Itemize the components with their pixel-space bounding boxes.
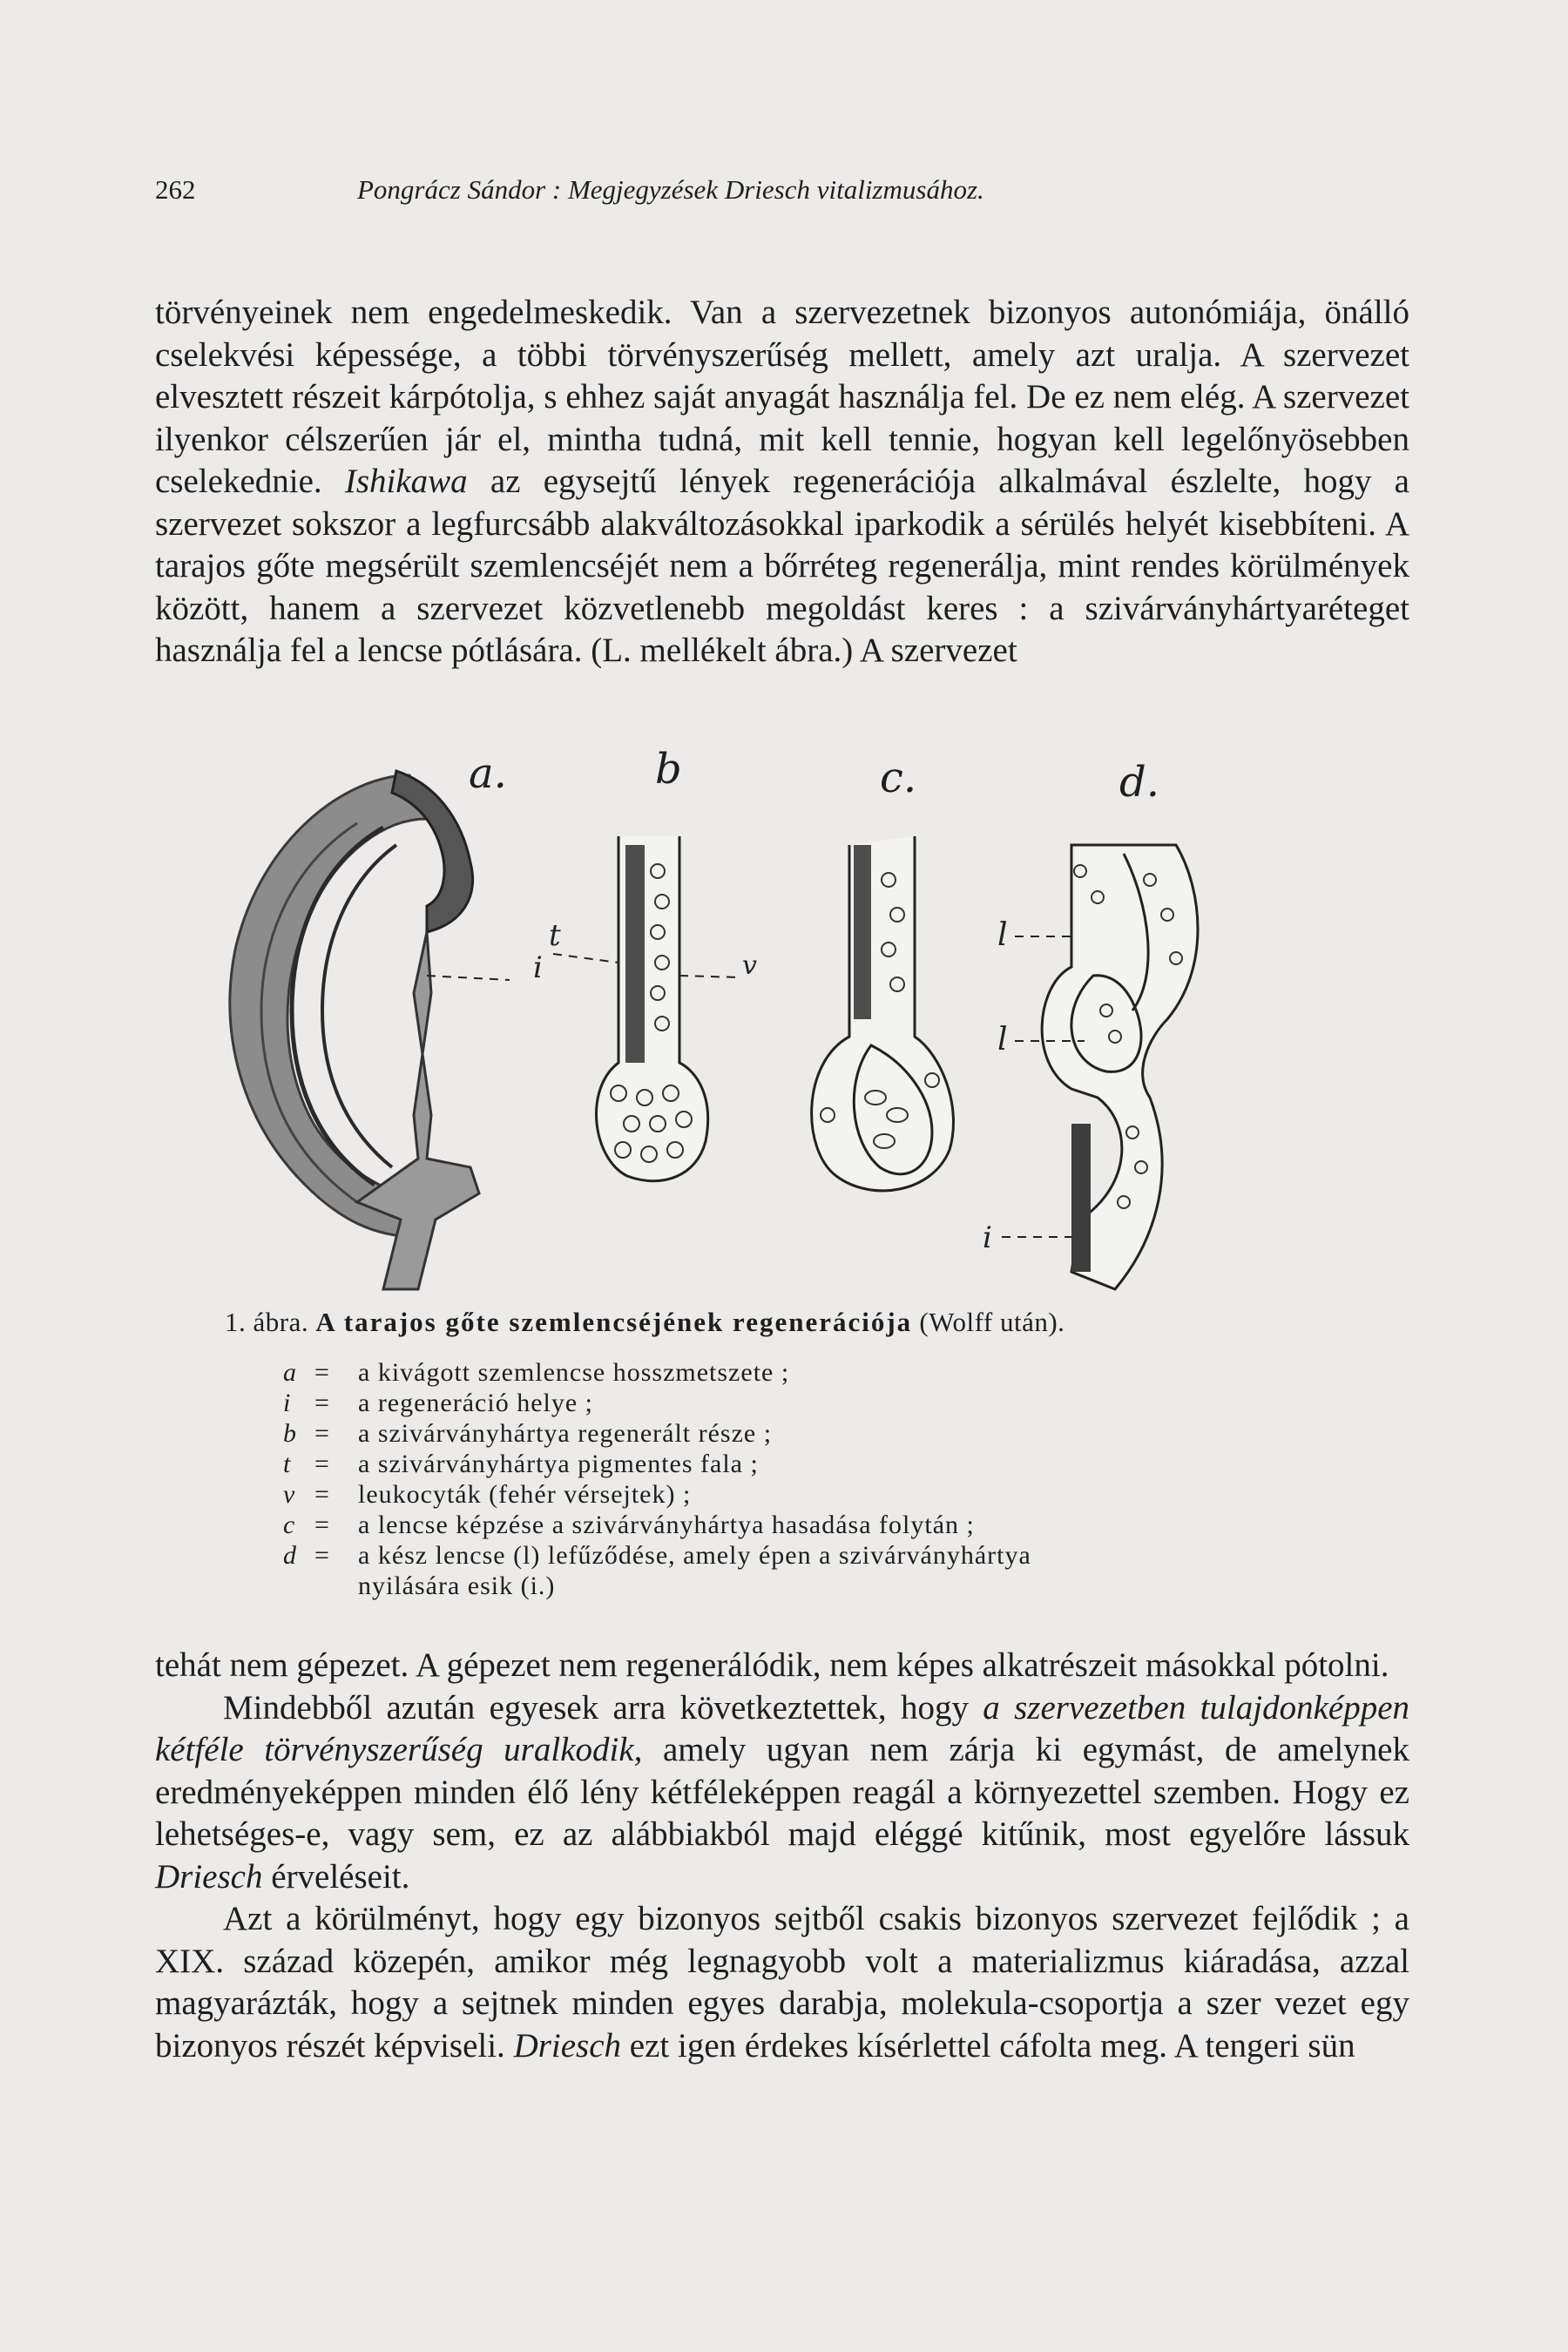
figure-caption bbox=[225, 1307, 1401, 1338]
panel-c-drawing bbox=[812, 836, 954, 1191]
top-text-name: Ishikawa bbox=[344, 463, 468, 500]
top-paragraph bbox=[155, 292, 1409, 672]
legend-row-c: c = a lencse képzése a szivárványhártya hasadása folytán ; bbox=[283, 1510, 1416, 1540]
paragraph-2 bbox=[155, 1687, 1409, 1899]
legend-row-b: b = a szivárványhártya regenerált része ; bbox=[283, 1418, 1416, 1449]
panel-a-drawing bbox=[230, 771, 510, 1289]
panel-b-drawing bbox=[553, 836, 740, 1181]
label-i-panel-d: i bbox=[983, 1220, 992, 1255]
page-header bbox=[155, 174, 1418, 209]
caption-title: A tarajos gőte szemlencséjének regenerációja bbox=[315, 1307, 913, 1337]
label-l-lower: l bbox=[997, 1022, 1008, 1058]
legend-value: leukocyták (fehér vérsejtek) ; bbox=[358, 1480, 692, 1509]
p2-text-a: Mindebből azután egyesek arra következtettek, hogy bbox=[223, 1688, 983, 1727]
legend-value: a kivágott szemlencse hosszmetszete ; bbox=[358, 1358, 790, 1387]
legend-value: a lencse képzése a szivárványhártya hasadása folytán ; bbox=[358, 1511, 975, 1539]
paragraph-1: tehát nem gépezet. A gépezet nem regenerálódik, nem képes alkatrészeit másokkal pótolni. bbox=[155, 1646, 1389, 1684]
bottom-text bbox=[155, 1645, 1409, 2067]
p2-text-c: érveléseit. bbox=[262, 1857, 410, 1896]
p2-text-b: amely ugyan nem zárja ki egymást, de amelynek eredményeképpen minden élő lény kétféleképpen reagál a környezettel szemben. Hogy ez lehetséges-e, vagy sem, ez az alábbiakból majd eléggé kitűnik, most egyelőre lássuk bbox=[155, 1731, 1409, 1853]
legend-key: d bbox=[283, 1541, 297, 1570]
figure-legend bbox=[283, 1357, 1416, 1601]
label-t: t bbox=[549, 918, 561, 953]
p3-text-a: Azt a körülményt, hogy egy bizonyos sejtből csakis bizonyos szervezet fejlődik ; a XIX. század közepén, amikor még legnagyobb volt a materializmus kiáradása, azzal magyarázták, hogy a sejtnek minden egyes darabja, molekula-csoportja a szer vezet egy bizonyos részét képviseli. bbox=[155, 1900, 1409, 2065]
p3-text-b: ezt igen érdekes kísérlettel cáfolta meg. A tengeri sün bbox=[621, 2026, 1355, 2065]
label-v: v bbox=[742, 950, 757, 981]
caption-credit: (Wolff után). bbox=[919, 1307, 1065, 1337]
legend-key: t bbox=[283, 1450, 292, 1478]
legend-key: i bbox=[283, 1389, 292, 1417]
legend-key: v bbox=[283, 1480, 296, 1509]
panel-letter-d: d. bbox=[1119, 758, 1159, 807]
figure-illustration bbox=[209, 749, 1394, 1307]
running-head: Pongrácz Sándor : Megjegyzések Driesch vitalizmusához. bbox=[357, 174, 984, 205]
paragraph-3 bbox=[155, 1898, 1409, 2067]
legend-row-d: d = a kész lencse (l) lefűződése, amely épen a szivárványhártya bbox=[283, 1540, 1416, 1571]
p3-name: Driesch bbox=[513, 2026, 622, 2065]
legend-row-t: t = a szivárványhártya pigmentes fala ; bbox=[283, 1449, 1416, 1479]
p2-emphasis: a szervezetben tulajdonképpen kétféle törvényszerűség uralkodik, bbox=[155, 1688, 1409, 1768]
legend-key: a bbox=[283, 1358, 297, 1387]
label-l-upper: l bbox=[997, 917, 1008, 953]
legend-value: a regeneráció helye ; bbox=[358, 1389, 594, 1417]
top-text-part1: törvényeinek nem engedelmeskedik. Van a szervezetnek bizonyos autonómiája, önálló cselekvési képessége, a többi törvényszerűség mellett, amely azt uralja. A szervezet elvesztett részeit kárpótolja, s ehhez saját anyagát használja fel. De ez nem elég. A szervezet ilyenkor célszerűen jár el, mintha tudná, mit kell tennie, hogyan kell legelőnyösebben cselekednie. bbox=[155, 294, 1409, 500]
figure-1 bbox=[209, 745, 1394, 1307]
top-text-part2: az egysejtű lények regenerációja alkalmával észlelte, hogy a szervezet sokszor a legfurcsább alakváltozásokkal iparkodik a sérülés helyét kisebbíteni. A tarajos gőte megsérült szemlencséjét nem a bőrréteg regenerálja, mint rendes körülmények között, hanem a szervezet közvetlenebb megoldást keres : a szivárványhártyaréteget használja fel a lencse pótlására. (L. mellékelt ábra.) A szervezet bbox=[155, 463, 1409, 669]
caption-number: 1. ábra. bbox=[225, 1307, 309, 1337]
panel-letter-a: a. bbox=[469, 749, 507, 798]
label-i-panel-a: i bbox=[533, 950, 543, 985]
legend-value: a szivárványhártya regenerált része ; bbox=[358, 1419, 773, 1448]
legend-value: a kész lencse (l) lefűződése, amely épen a szivárványhártya bbox=[358, 1541, 1031, 1570]
legend-row-a: a = a kivágott szemlencse hosszmetszete ; bbox=[283, 1357, 1416, 1388]
panel-letter-b: b bbox=[655, 745, 682, 794]
legend-key: c bbox=[283, 1511, 296, 1539]
page-number: 262 bbox=[155, 174, 196, 205]
legend-key: b bbox=[283, 1419, 297, 1448]
legend-value: a szivárványhártya pigmentes fala ; bbox=[358, 1450, 759, 1478]
p2-name: Driesch bbox=[155, 1857, 263, 1896]
legend-row-d-continued: nyilására esik (i.) bbox=[358, 1571, 556, 1600]
panel-d-drawing bbox=[1002, 845, 1198, 1289]
legend-row-v: v = leukocyták (fehér vérsejtek) ; bbox=[283, 1479, 1416, 1510]
panel-letter-c: c. bbox=[880, 754, 917, 802]
legend-row-i: i = a regeneráció helye ; bbox=[283, 1388, 1416, 1418]
